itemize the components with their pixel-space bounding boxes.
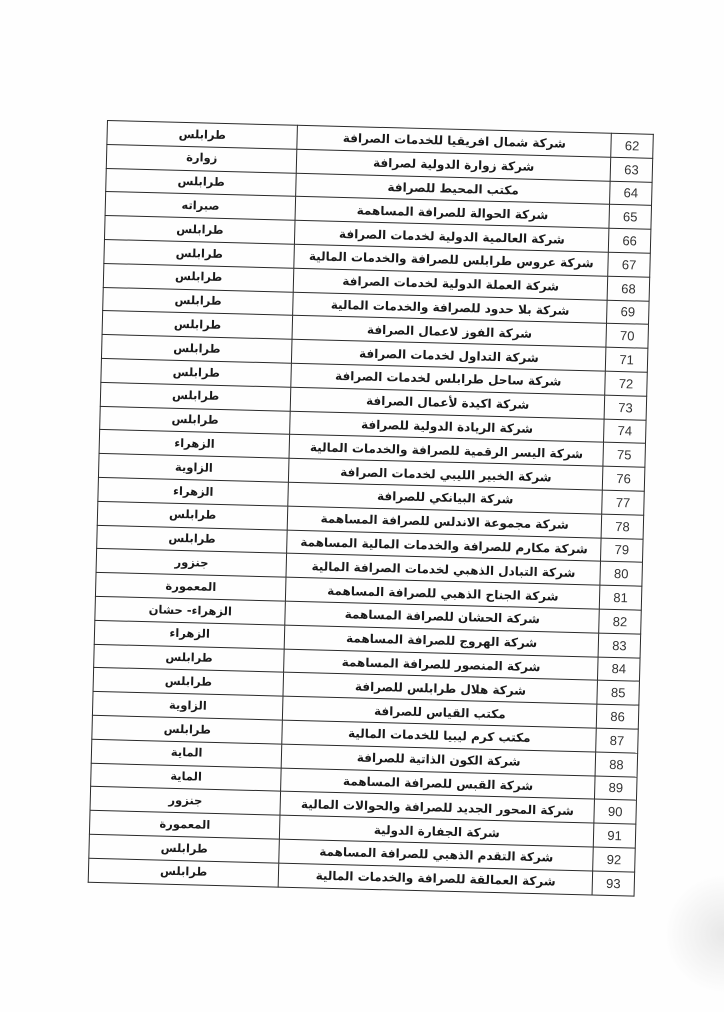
row-number: 73 <box>604 395 646 420</box>
company-name: شركة اليسر الرقمية للصرافة والخدمات المالية <box>289 435 603 467</box>
company-city: طرابلس <box>101 358 292 387</box>
company-name: شركة الحشان للصرافة المساهمة <box>285 601 599 633</box>
page-bottom-edge <box>0 1012 724 1024</box>
company-name: شركة الخبير الليبي لخدمات الصرافة <box>289 458 603 490</box>
company-name: شركة العمالقة للصرافة والخدمات المالية <box>279 863 593 895</box>
company-city: جنزور <box>96 549 287 578</box>
row-number: 64 <box>610 181 652 206</box>
row-number: 72 <box>605 371 647 396</box>
company-city: طرابلس <box>97 525 288 554</box>
company-city: صبراته <box>105 192 296 221</box>
row-number: 89 <box>595 776 637 801</box>
table-container <box>88 120 654 896</box>
company-name: شركة التبادل الذهبي لخدمات الصرافة المالية <box>286 554 600 586</box>
company-name: شركة الريادة الدولية للصرافة <box>290 411 604 443</box>
row-number: 80 <box>600 561 642 586</box>
company-city: طرابلس <box>100 406 291 435</box>
company-name: شركة التقدم الذهبي للصرافة المساهمة <box>279 839 593 871</box>
row-number: 85 <box>597 680 639 705</box>
company-name: مكتب كرم ليبيا للخدمات المالية <box>282 720 596 752</box>
row-number: 92 <box>593 847 635 872</box>
row-number: 83 <box>598 633 640 658</box>
row-number: 75 <box>603 443 645 468</box>
company-city: طرابلس <box>93 668 284 697</box>
company-city: جنزور <box>90 787 281 816</box>
company-city: الزهراء <box>99 430 290 459</box>
company-name: شركة المحور الجديد للصرافة والحوالات المالية <box>280 791 594 823</box>
company-name: مكتب القياس للصرافة <box>283 696 597 728</box>
row-number: 65 <box>609 205 651 230</box>
scan-shadow <box>664 874 724 994</box>
company-name: شركة التداول لخدمات الصرافة <box>292 339 606 371</box>
row-number: 66 <box>608 228 650 253</box>
row-number: 71 <box>605 347 647 372</box>
company-name: شركة عروس طرابلس للصرافة والخدمات المالية <box>294 244 608 276</box>
exchange-companies-table <box>88 120 654 896</box>
company-city: المعمورة <box>95 573 286 602</box>
company-name: شركة الكون الذاتية للصرافة <box>282 744 596 776</box>
row-number: 79 <box>601 538 643 563</box>
company-city: الماية <box>91 763 282 792</box>
company-city: طرابلس <box>107 121 298 150</box>
row-number: 63 <box>610 157 652 182</box>
company-city: طرابلس <box>103 263 294 292</box>
company-city: طرابلس <box>89 834 280 863</box>
row-number: 70 <box>606 324 648 349</box>
company-name: شركة الفوز لاعمال الصرافة <box>292 316 606 348</box>
company-name: شركة شمال افريقيا للخدمات الصرافة <box>297 125 611 157</box>
row-number: 93 <box>592 871 634 896</box>
row-number: 68 <box>607 276 649 301</box>
company-name: مكتب المحيط للصرافة <box>296 173 610 205</box>
company-name: شركة المنصور للصرافة المساهمة <box>284 649 598 681</box>
row-number: 69 <box>607 300 649 325</box>
row-number: 74 <box>604 419 646 444</box>
company-name: شركة ساحل طرابلس لخدمات الصرافة <box>291 363 605 395</box>
company-name: شركة العالمية الدولية لخدمات الصرافة <box>295 220 609 252</box>
company-city: زوارة <box>106 144 297 173</box>
row-number: 76 <box>602 466 644 491</box>
row-number: 91 <box>593 823 635 848</box>
company-name: شركة هلال طرابلس للصرافة <box>283 672 597 704</box>
company-city: طرابلس <box>100 382 291 411</box>
company-city: طرابلس <box>97 501 288 530</box>
company-city: الزاوية <box>98 454 289 483</box>
company-name: شركة زوارة الدولية لصرافة <box>297 149 611 181</box>
row-number: 88 <box>595 752 637 777</box>
company-city: طرابلس <box>101 335 292 364</box>
company-city: طرابلس <box>103 287 294 316</box>
company-city: طرابلس <box>106 168 297 197</box>
company-name: شركة الحوالة للصرافة المساهمة <box>295 197 609 229</box>
row-number: 87 <box>596 728 638 753</box>
company-city: طرابلس <box>94 644 285 673</box>
row-number: 78 <box>601 514 643 539</box>
company-city: الزهراء <box>94 620 285 649</box>
company-city: طرابلس <box>88 858 279 887</box>
company-city: الزهراء- حشان <box>95 596 286 625</box>
company-name: شركة مكارم للصرافة والخدمات المالية المساهمة <box>287 530 601 562</box>
row-number: 84 <box>598 657 640 682</box>
company-city: الزاوية <box>92 691 283 720</box>
row-number: 81 <box>599 585 641 610</box>
company-city: الزهراء <box>98 477 289 506</box>
company-name: شركة الجفارة الدولية <box>280 815 594 847</box>
company-name: شركة البيانكي للصرافة <box>288 482 602 514</box>
row-number: 82 <box>599 609 641 634</box>
company-city: طرابلس <box>104 216 295 245</box>
company-city: طرابلس <box>102 311 293 340</box>
company-city: الماية <box>91 739 282 768</box>
row-number: 62 <box>611 133 653 158</box>
row-number: 86 <box>596 704 638 729</box>
company-city: طرابلس <box>104 239 295 268</box>
company-name: شركة القبس للصرافة المساهمة <box>281 768 595 800</box>
company-name: شركة الجناح الذهبي للصرافة المساهمة <box>286 577 600 609</box>
company-name: شركة العملة الدولية لخدمات الصرافة <box>294 268 608 300</box>
company-name: شركة بلا حدود للصرافة والخدمات المالية <box>293 292 607 324</box>
company-name: شركة اكيدة لأعمال الصرافة <box>291 387 605 419</box>
company-name: شركة مجموعة الاندلس للصرافة المساهمة <box>288 506 602 538</box>
row-number: 77 <box>602 490 644 515</box>
company-city: طرابلس <box>92 715 283 744</box>
row-number: 90 <box>594 799 636 824</box>
row-number: 67 <box>608 252 650 277</box>
company-city: المعمورة <box>89 810 280 839</box>
table-body <box>88 121 653 896</box>
company-name: شركة الهروج للصرافة المساهمة <box>285 625 599 657</box>
